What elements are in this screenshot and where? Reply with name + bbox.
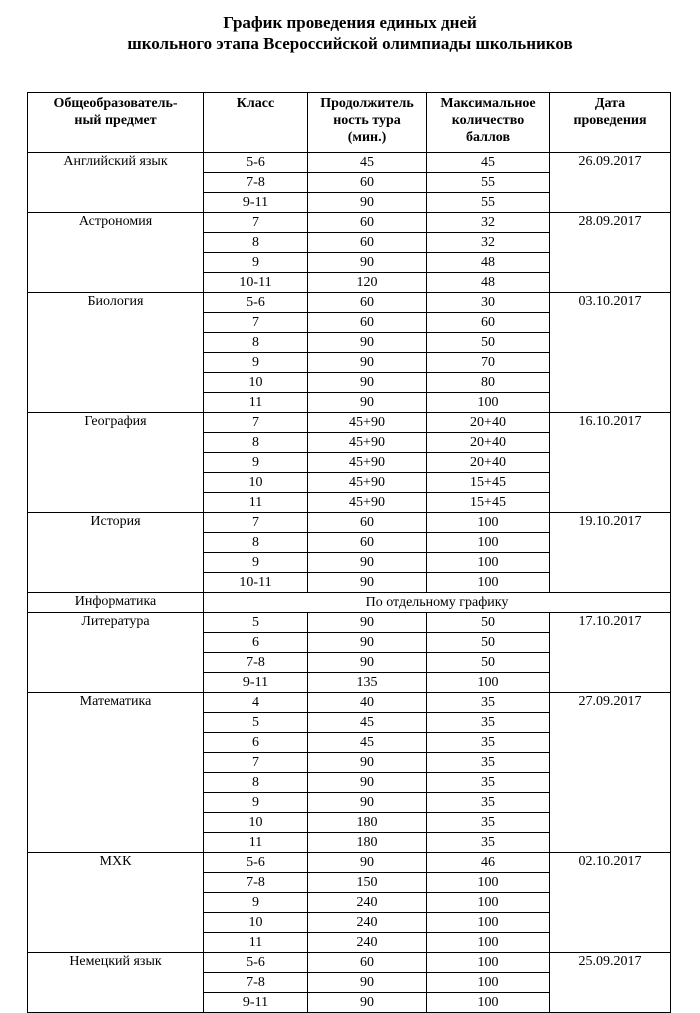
max-points-cell: 100 — [427, 873, 550, 893]
duration-cell: 90 — [308, 393, 427, 413]
subject-name: Информатика — [28, 593, 204, 613]
grade-cell: 7 — [204, 753, 308, 773]
table-row — [28, 613, 671, 633]
max-points-cell: 50 — [427, 633, 550, 653]
max-points-cell: 35 — [427, 733, 550, 753]
duration-cell: 180 — [308, 833, 427, 853]
max-points-cell: 55 — [427, 173, 550, 193]
date-cell: 16.10.2017 — [550, 413, 671, 513]
max-points-cell: 80 — [427, 373, 550, 393]
date-cell: 26.09.2017 — [550, 153, 671, 213]
table-row — [28, 513, 671, 533]
duration-cell: 90 — [308, 373, 427, 393]
grade-cell: 8 — [204, 773, 308, 793]
max-points-cell: 35 — [427, 833, 550, 853]
max-points-cell: 70 — [427, 353, 550, 373]
grade-cell: 9 — [204, 353, 308, 373]
date-cell: 19.10.2017 — [550, 513, 671, 593]
max-points-cell: 60 — [427, 313, 550, 333]
grade-cell: 11 — [204, 393, 308, 413]
subject-name: Биология — [28, 293, 204, 413]
duration-cell: 90 — [308, 993, 427, 1013]
grade-cell: 10-11 — [204, 273, 308, 293]
max-points-cell: 32 — [427, 233, 550, 253]
max-points-cell: 35 — [427, 753, 550, 773]
grade-cell: 11 — [204, 833, 308, 853]
subject-name: География — [28, 413, 204, 513]
max-points-cell: 35 — [427, 713, 550, 733]
grade-cell: 5-6 — [204, 293, 308, 313]
grade-cell: 6 — [204, 733, 308, 753]
grade-cell: 10-11 — [204, 573, 308, 593]
grade-cell: 5-6 — [204, 153, 308, 173]
subject-name: Математика — [28, 693, 204, 853]
subject-name: История — [28, 513, 204, 593]
duration-cell: 240 — [308, 933, 427, 953]
duration-cell: 60 — [308, 513, 427, 533]
duration-cell: 45 — [308, 153, 427, 173]
max-points-cell: 35 — [427, 773, 550, 793]
grade-cell: 9 — [204, 253, 308, 273]
header-subject: Общеобразователь- ный предмет — [28, 93, 204, 153]
grade-cell: 5 — [204, 713, 308, 733]
duration-cell: 45 — [308, 713, 427, 733]
grade-cell: 9-11 — [204, 993, 308, 1013]
grade-cell: 11 — [204, 493, 308, 513]
max-points-cell: 100 — [427, 553, 550, 573]
subject-note: По отдельному графику — [204, 593, 671, 613]
duration-cell: 90 — [308, 633, 427, 653]
max-points-cell: 50 — [427, 653, 550, 673]
header-date: Дата проведения — [550, 93, 671, 153]
table-row — [28, 693, 671, 713]
date-cell: 28.09.2017 — [550, 213, 671, 293]
grade-cell: 5-6 — [204, 953, 308, 973]
max-points-cell: 50 — [427, 333, 550, 353]
grade-cell: 9 — [204, 893, 308, 913]
max-points-cell: 15+45 — [427, 473, 550, 493]
date-cell: 02.10.2017 — [550, 853, 671, 953]
grade-cell: 7-8 — [204, 873, 308, 893]
grade-cell: 7-8 — [204, 653, 308, 673]
header-grade: Класс — [204, 93, 308, 153]
max-points-cell: 100 — [427, 973, 550, 993]
grade-cell: 7 — [204, 513, 308, 533]
duration-cell: 90 — [308, 553, 427, 573]
subject-name: МХК — [28, 853, 204, 953]
duration-cell: 240 — [308, 893, 427, 913]
duration-cell: 90 — [308, 613, 427, 633]
duration-cell: 90 — [308, 193, 427, 213]
grade-cell: 10 — [204, 373, 308, 393]
max-points-cell: 100 — [427, 673, 550, 693]
max-points-cell: 100 — [427, 513, 550, 533]
duration-cell: 60 — [308, 233, 427, 253]
date-cell: 03.10.2017 — [550, 293, 671, 413]
duration-cell: 60 — [308, 173, 427, 193]
date-cell: 25.09.2017 — [550, 953, 671, 1013]
max-points-cell: 30 — [427, 293, 550, 313]
grade-cell: 7 — [204, 413, 308, 433]
header-duration: Продолжитель ность тура (мин.) — [308, 93, 427, 153]
grade-cell: 8 — [204, 533, 308, 553]
grade-cell: 10 — [204, 813, 308, 833]
date-cell: 17.10.2017 — [550, 613, 671, 693]
max-points-cell: 100 — [427, 573, 550, 593]
max-points-cell: 100 — [427, 933, 550, 953]
document-title — [0, 12, 700, 54]
max-points-cell: 45 — [427, 153, 550, 173]
duration-cell: 90 — [308, 773, 427, 793]
max-points-cell: 20+40 — [427, 413, 550, 433]
table-row — [28, 413, 671, 433]
title-line-2: школьного этапа Всероссийской олимпиады школьников — [127, 34, 573, 53]
table-row — [28, 593, 671, 613]
subject-name: Немецкий язык — [28, 953, 204, 1013]
duration-cell: 45 — [308, 733, 427, 753]
grade-cell: 8 — [204, 233, 308, 253]
table-row — [28, 153, 671, 173]
max-points-cell: 55 — [427, 193, 550, 213]
grade-cell: 9 — [204, 553, 308, 573]
duration-cell: 60 — [308, 313, 427, 333]
header-max-points: Максимальное количество баллов — [427, 93, 550, 153]
max-points-cell: 100 — [427, 393, 550, 413]
duration-cell: 45+90 — [308, 453, 427, 473]
max-points-cell: 48 — [427, 273, 550, 293]
max-points-cell: 48 — [427, 253, 550, 273]
duration-cell: 150 — [308, 873, 427, 893]
grade-cell: 7-8 — [204, 973, 308, 993]
duration-cell: 180 — [308, 813, 427, 833]
grade-cell: 10 — [204, 473, 308, 493]
duration-cell: 60 — [308, 293, 427, 313]
title-line-1: График проведения единых дней — [223, 13, 477, 32]
duration-cell: 45+90 — [308, 413, 427, 433]
grade-cell: 5 — [204, 613, 308, 633]
grade-cell: 10 — [204, 913, 308, 933]
max-points-cell: 32 — [427, 213, 550, 233]
subject-name: Английский язык — [28, 153, 204, 213]
duration-cell: 60 — [308, 953, 427, 973]
grade-cell: 9-11 — [204, 193, 308, 213]
max-points-cell: 100 — [427, 993, 550, 1013]
table-row — [28, 953, 671, 973]
duration-cell: 90 — [308, 973, 427, 993]
grade-cell: 11 — [204, 933, 308, 953]
grade-cell: 4 — [204, 693, 308, 713]
grade-cell: 8 — [204, 333, 308, 353]
duration-cell: 135 — [308, 673, 427, 693]
table-row — [28, 213, 671, 233]
duration-cell: 90 — [308, 253, 427, 273]
max-points-cell: 20+40 — [427, 433, 550, 453]
duration-cell: 120 — [308, 273, 427, 293]
table-header-row — [28, 93, 671, 153]
duration-cell: 45+90 — [308, 433, 427, 453]
grade-cell: 7 — [204, 313, 308, 333]
duration-cell: 90 — [308, 853, 427, 873]
subject-name: Литература — [28, 613, 204, 693]
duration-cell: 90 — [308, 753, 427, 773]
duration-cell: 60 — [308, 533, 427, 553]
max-points-cell: 50 — [427, 613, 550, 633]
duration-cell: 60 — [308, 213, 427, 233]
grade-cell: 7-8 — [204, 173, 308, 193]
grade-cell: 5-6 — [204, 853, 308, 873]
grade-cell: 9 — [204, 793, 308, 813]
grade-cell: 6 — [204, 633, 308, 653]
duration-cell: 45+90 — [308, 473, 427, 493]
duration-cell: 90 — [308, 353, 427, 373]
duration-cell: 90 — [308, 573, 427, 593]
subject-name: Астрономия — [28, 213, 204, 293]
max-points-cell: 35 — [427, 793, 550, 813]
max-points-cell: 100 — [427, 953, 550, 973]
duration-cell: 90 — [308, 653, 427, 673]
max-points-cell: 100 — [427, 533, 550, 553]
olympiad-schedule-table — [27, 92, 671, 1013]
table-row — [28, 293, 671, 313]
grade-cell: 9 — [204, 453, 308, 473]
max-points-cell: 35 — [427, 813, 550, 833]
duration-cell: 40 — [308, 693, 427, 713]
max-points-cell: 20+40 — [427, 453, 550, 473]
duration-cell: 90 — [308, 333, 427, 353]
max-points-cell: 15+45 — [427, 493, 550, 513]
grade-cell: 8 — [204, 433, 308, 453]
table-body — [28, 153, 671, 1013]
date-cell: 27.09.2017 — [550, 693, 671, 853]
max-points-cell: 35 — [427, 693, 550, 713]
table-row — [28, 853, 671, 873]
max-points-cell: 100 — [427, 913, 550, 933]
grade-cell: 7 — [204, 213, 308, 233]
duration-cell: 240 — [308, 913, 427, 933]
grade-cell: 9-11 — [204, 673, 308, 693]
max-points-cell: 46 — [427, 853, 550, 873]
max-points-cell: 100 — [427, 893, 550, 913]
duration-cell: 45+90 — [308, 493, 427, 513]
duration-cell: 90 — [308, 793, 427, 813]
